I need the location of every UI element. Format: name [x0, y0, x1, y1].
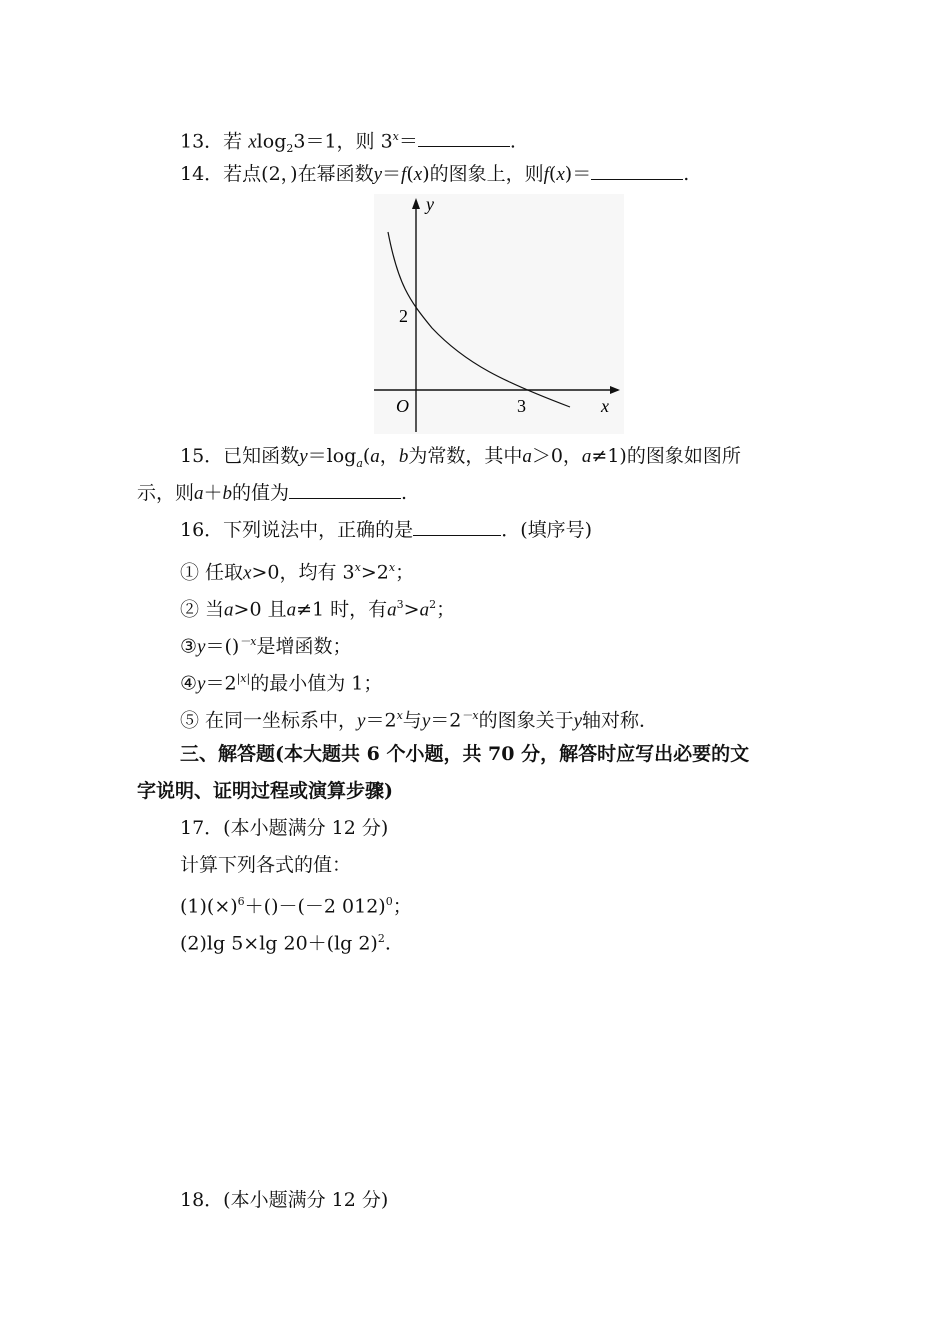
q15-ne: ≠1)的图象如图所 [591, 445, 741, 467]
q16-item3-exp: －x [239, 635, 257, 648]
q15-base: a [356, 456, 363, 470]
q16-item1-mid2: >2 [360, 561, 389, 584]
q16-item4-pre: ④ [180, 672, 198, 695]
q15-gt: ＞0， [531, 445, 582, 467]
q16-text: 16．下列说法中，正确的是 [180, 519, 414, 541]
q16-item4-exp: |x| [236, 672, 251, 685]
q15-log: ＝log [307, 445, 357, 467]
q17-p1-c: ； [392, 895, 412, 918]
q15-b2: b [222, 483, 233, 504]
q16-item5-mid1: ＝2 [365, 709, 397, 732]
q16-item-5 [180, 702, 658, 735]
q15-paren: ( [362, 445, 371, 467]
q14-answer-blank[interactable] [591, 161, 683, 180]
q13-number: 13．若 [180, 130, 243, 153]
y-intercept-label: 2 [399, 306, 408, 326]
q16-item5-pre: ⑤ 在同一坐标系中， [180, 709, 358, 732]
section-3-heading-line-2: 字说明、证明过程或演算步骤) [137, 780, 393, 802]
q13-log-base: 2 [286, 142, 294, 156]
q14-x: x [413, 164, 423, 185]
q14-equals-2: ＝ [572, 163, 592, 185]
q16-item2-mid2: ≠1 时，有 [296, 598, 388, 621]
q16-item4-mid: ＝2 [205, 672, 237, 695]
q16-item2-gt: > [403, 598, 420, 621]
q16-answer-blank[interactable] [413, 517, 501, 536]
q16-item5-mid3: ＝2 [430, 709, 462, 732]
q16-item3-end: 是增函数； [256, 635, 352, 658]
q13-answer-blank[interactable] [418, 128, 510, 147]
q16-item3-pre: ③ [180, 635, 198, 658]
q14-text-1: 14．若点(2，)在幂函数 [180, 163, 374, 185]
q14-y: y [373, 164, 383, 185]
log-function-graph [374, 194, 624, 434]
q15-text-2a: 示，则 [137, 482, 195, 504]
q16-item5-exp2: －x [461, 709, 479, 722]
q13-period: . [509, 130, 516, 153]
q17-p2-b: . [384, 932, 391, 955]
x-axis-label: x [601, 396, 609, 416]
question-13 [180, 123, 516, 163]
q16-item1-exp2: x [388, 561, 396, 574]
q13-log: log [256, 130, 287, 153]
q15-a3: a [581, 446, 592, 467]
q14-x2: x [556, 164, 565, 185]
y-axis-label: y [426, 194, 434, 214]
q17-p1-exp2: 0 [385, 895, 393, 908]
q17-p1-a: (1)(×) [180, 895, 238, 918]
q15-text-2b: 的值为 [232, 482, 290, 504]
question-15-line-2 [137, 479, 407, 508]
q15-text-a: 15．已知函数 [180, 445, 300, 467]
q16-item2-pre: ② 当 [180, 598, 225, 621]
q15-a2: a [522, 446, 532, 467]
q16-item3-mid: ＝() [205, 635, 240, 658]
q16-item4-end: 的最小值为 1； [250, 672, 383, 695]
q16-item1-mid: >0，均有 3 [251, 561, 355, 584]
q15-text-c: 为常数，其中 [408, 445, 523, 467]
q15-y: y [299, 446, 308, 467]
q16-item2-a3: a [387, 599, 397, 621]
q17-p1-b: ＋()－(－2 012) [244, 895, 386, 918]
q16-item1-pre: ① 任取 [180, 561, 244, 584]
q13-exponent: x [392, 130, 399, 143]
q16-item5-y2: y [421, 710, 431, 732]
q16-item-3 [180, 628, 352, 661]
q16-item-1 [180, 554, 414, 587]
question-14: 14．若点(2，)在幂函数y＝f(x)的图象上，则f(x)＝ . [180, 163, 690, 185]
q16-item2-mid: >0 且 [233, 598, 287, 621]
question-15-line-1 [180, 442, 741, 478]
q15-answer-blank[interactable] [289, 480, 401, 499]
q17-part-2 [180, 925, 391, 957]
q14-f2: f [543, 164, 549, 185]
q16-item1-end: ； [395, 561, 415, 584]
q13-equals: ＝ [398, 130, 418, 153]
q16-item-2 [180, 591, 455, 624]
q15-plus: ＋ [203, 482, 223, 504]
q16-item4-y: y [197, 673, 206, 695]
q16-item5-mid2: 与 [402, 709, 422, 732]
q15-a4: a [194, 483, 204, 504]
q14-f: f [401, 164, 407, 185]
q17-p2-a: (2)lg 5×lg 20＋(lg 2) [180, 932, 378, 955]
q16-item2-end: ； [436, 598, 456, 621]
graph-background [374, 194, 624, 434]
q16-item5-exp1: x [396, 709, 403, 722]
q14-equals: ＝ [382, 163, 402, 185]
q16-item-4 [180, 665, 382, 698]
q15-period: . [401, 482, 408, 504]
q16-item5-y1: y [357, 710, 366, 732]
q15-a1: a [370, 446, 380, 467]
q14-period: . [683, 163, 690, 185]
q17-title: 17．(本小题满分 12 分) [180, 817, 389, 839]
q16-item2-exp1: 3 [396, 598, 404, 611]
q16-item2-a4: a [419, 599, 430, 621]
q17-p1-exp1: 6 [237, 895, 245, 908]
q15-b1: b [398, 446, 409, 467]
q16-item5-y3: y [573, 710, 583, 732]
q16-tail: ．(填序号) [501, 519, 593, 541]
q17-p2-exp: 2 [377, 932, 385, 945]
q16-item2-a1: a [224, 599, 234, 621]
q16-item2-a2: a [286, 599, 297, 621]
q16-item5-mid4: 的图象关于 [478, 709, 574, 732]
q14-text-2: 的图象上，则 [429, 163, 544, 185]
q16-item5-end: 轴对称． [582, 709, 659, 732]
q18-title: 18．(本小题满分 12 分) [180, 1189, 389, 1211]
section-3-heading-line-1: 三、解答题(本大题共 6 个小题，共 70 分，解答时应写出必要的文 [180, 743, 750, 765]
x-intercept-label: 3 [517, 396, 526, 416]
q17-part-1 [180, 888, 412, 920]
q16-item1-exp1: x [354, 561, 361, 574]
q16-item3-y: y [197, 636, 206, 658]
question-16 [180, 516, 592, 544]
q13-var-x: x [248, 131, 257, 153]
q13-text: 3＝1，则 3 [293, 130, 393, 153]
q15-comma: ， [379, 445, 399, 467]
q16-item1-x: x [243, 562, 252, 584]
q16-item2-exp2: 2 [429, 598, 437, 611]
q17-intro: 计算下列各式的值： [180, 854, 352, 876]
origin-label: O [396, 396, 409, 416]
